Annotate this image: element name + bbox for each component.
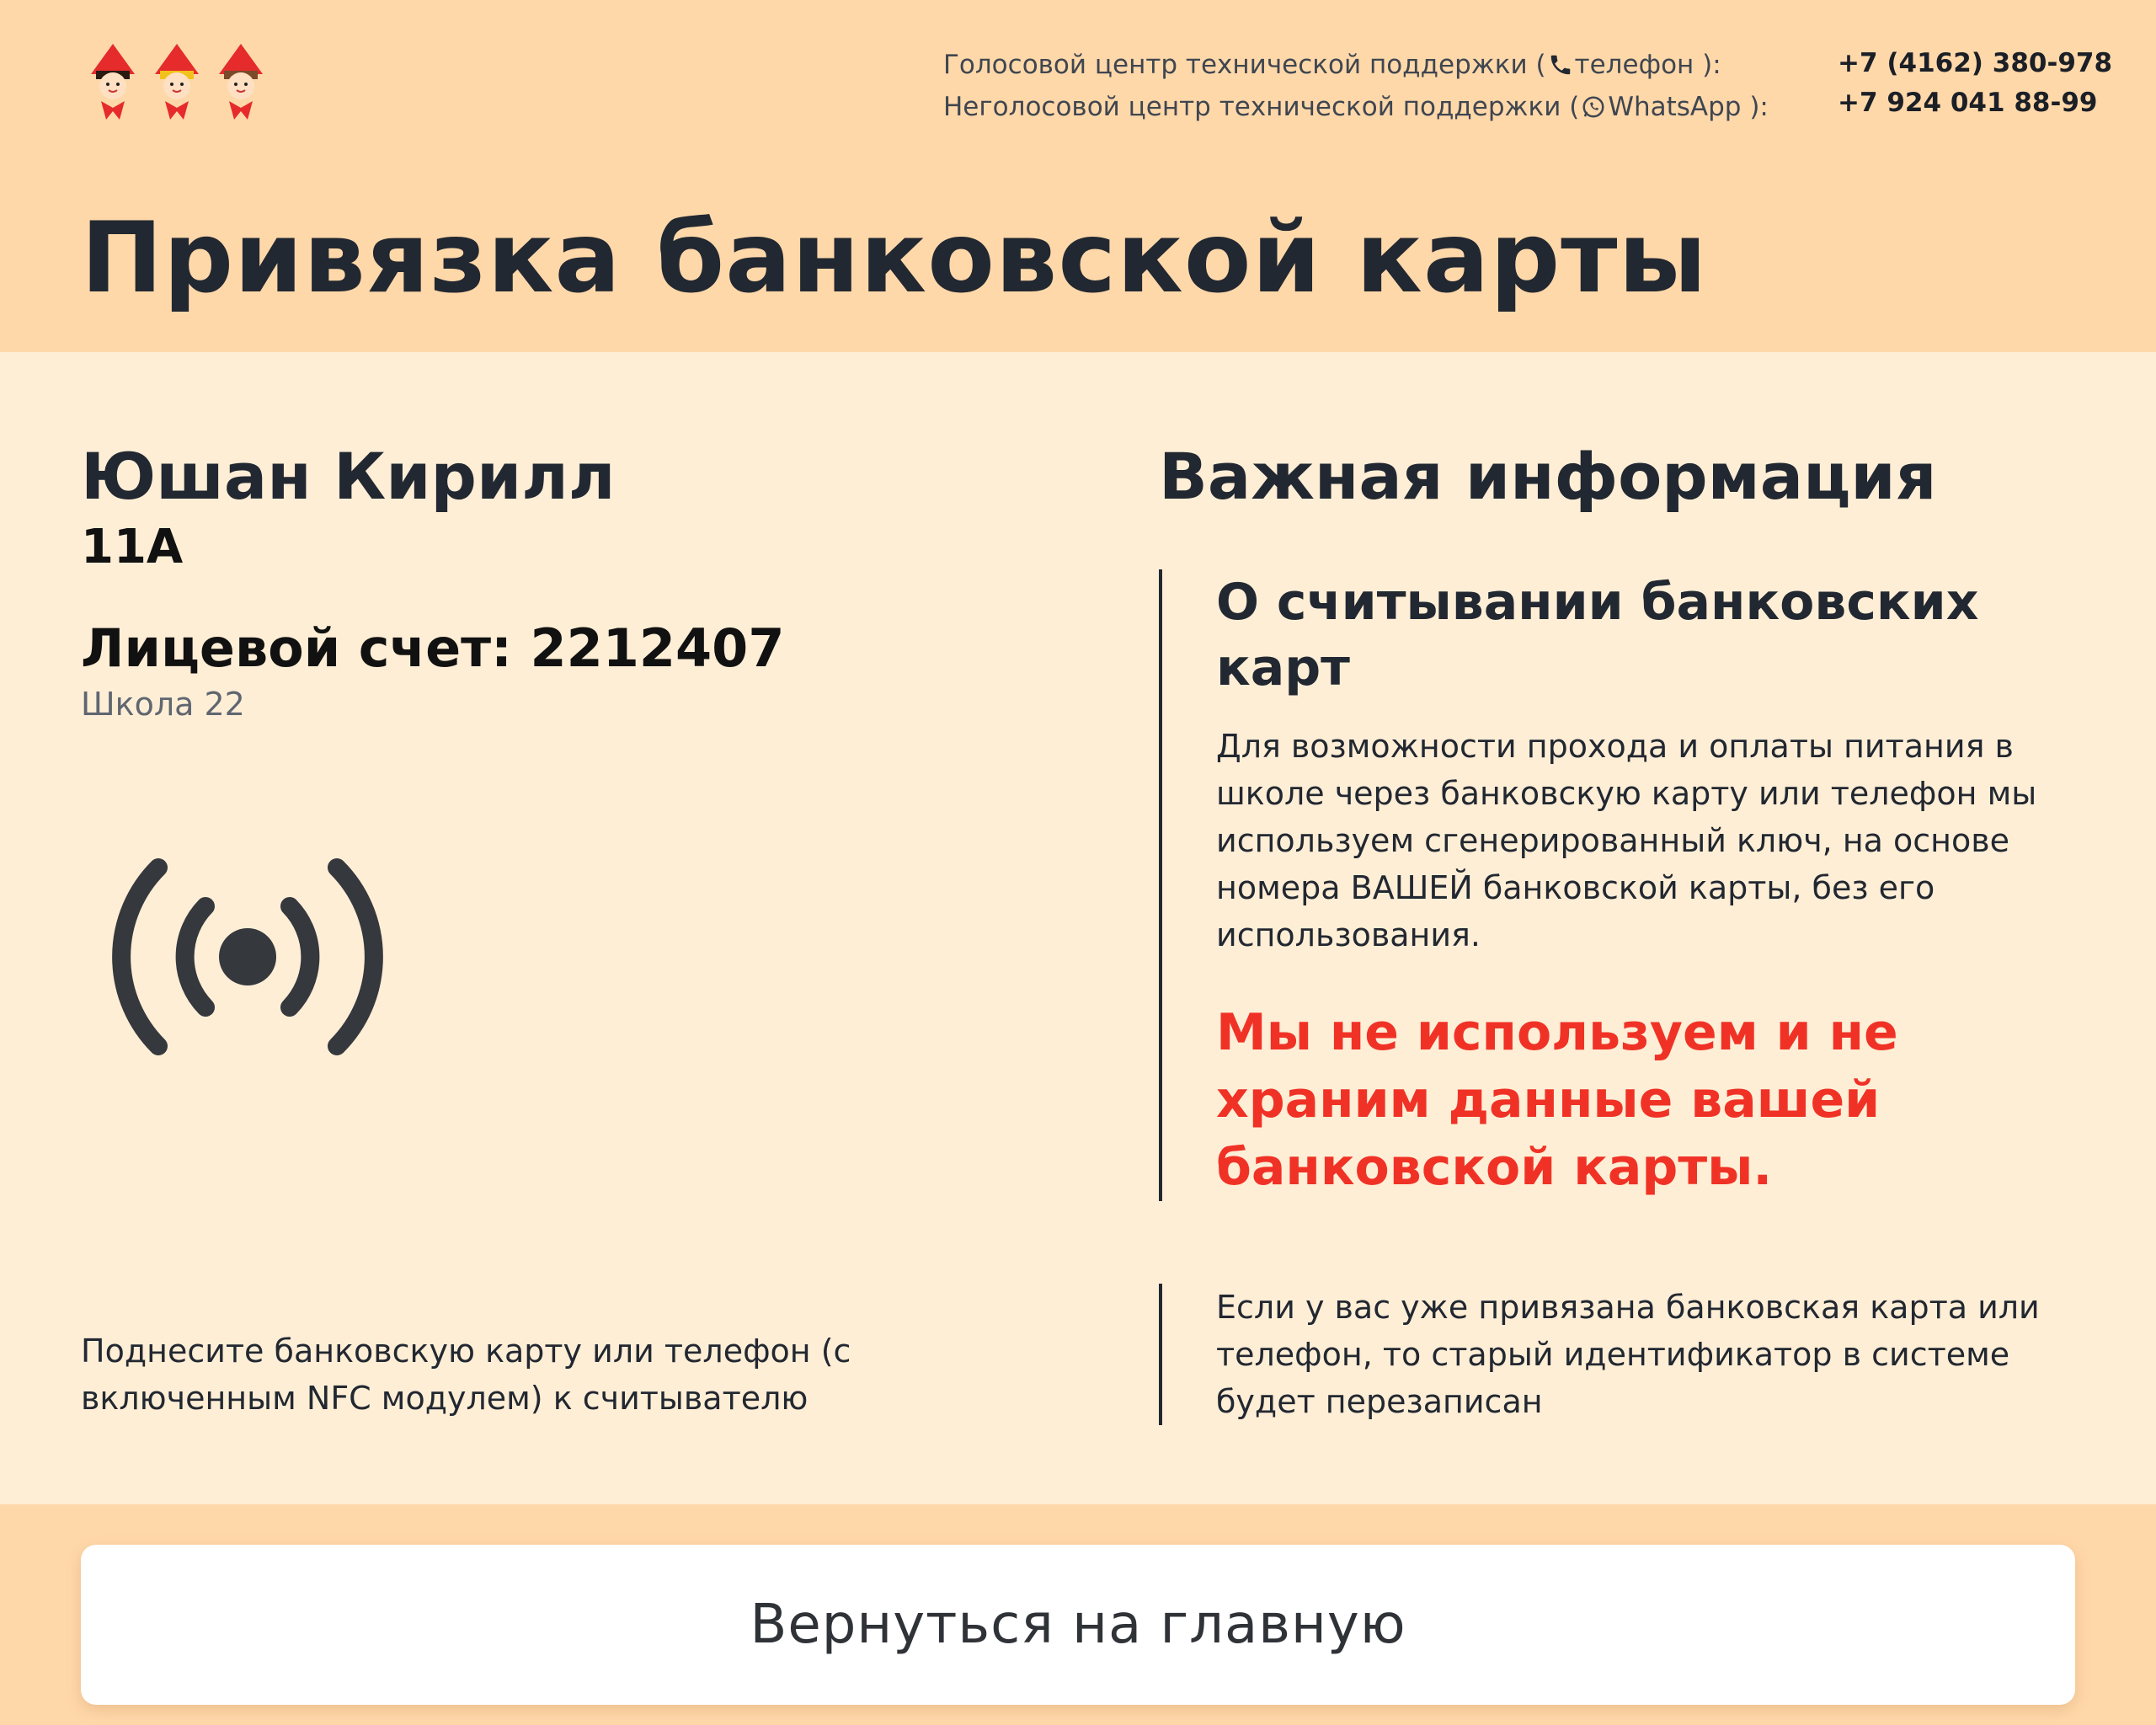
text-channel: WhatsApp	[1608, 92, 1742, 122]
student-panel	[81, 352, 1075, 1504]
voice-support-suffix: ):	[1694, 50, 1721, 80]
student-name: Юшан Кирилл	[81, 439, 616, 514]
overwrite-info	[1159, 1284, 2097, 1425]
text-support-phone[interactable]: +7 924 041 88-99	[1838, 88, 2098, 118]
main-content	[0, 352, 2156, 1504]
privacy-warning: Мы не используем и не храним данные вашей банковской карты.	[1216, 1003, 1898, 1197]
overwrite-note: Если у вас уже привязана банковская карта или телефон, то старый идентификатор в системе будет перезаписан	[1216, 1289, 2040, 1420]
account-number: Лицевой счет: 2212407	[81, 617, 785, 679]
page-title: Привязка банковской карты	[81, 201, 1708, 315]
pioneers-logo-icon	[81, 39, 283, 123]
card-reading-info	[1159, 569, 2097, 1201]
nfc-instruction: Поднесите банковскую карту или телефон (с включенным NFC модулем) к считывателю	[81, 1332, 851, 1417]
text-support-prefix: Неголосовой центр технической поддержки (	[943, 92, 1580, 122]
text-support-label	[943, 86, 1769, 128]
voice-channel: телефон	[1574, 50, 1694, 80]
card-reading-text: Для возможности прохода и оплаты питания в школе через банковскую карту или телефон мы используем сгенерированный ключ, на основе номера ВАШЕЙ банковской карты, без его использования.	[1216, 728, 2037, 953]
support-phones	[1838, 44, 2112, 123]
voice-support-prefix: Голосовой центр технической поддержки (	[943, 50, 1546, 80]
whatsapp-icon	[1581, 94, 1606, 120]
support-labels	[943, 44, 1769, 128]
voice-support-phone[interactable]: +7 (4162) 380-978	[1838, 48, 2113, 78]
header	[0, 0, 2156, 352]
info-panel	[1159, 352, 2094, 1504]
nfc-signal-icon	[106, 856, 389, 1058]
card-reading-title: О считывании банковских карт	[1216, 573, 1979, 697]
school-name: Школа 22	[81, 686, 245, 723]
footer	[0, 1504, 2156, 1725]
back-to-home-button[interactable]: Вернуться на главную	[81, 1545, 2075, 1705]
text-support-suffix: ):	[1741, 92, 1769, 122]
student-class: 11А	[81, 520, 184, 574]
phone-icon	[1548, 52, 1573, 77]
info-title: Важная информация	[1159, 439, 1937, 514]
voice-support-label	[943, 44, 1769, 86]
